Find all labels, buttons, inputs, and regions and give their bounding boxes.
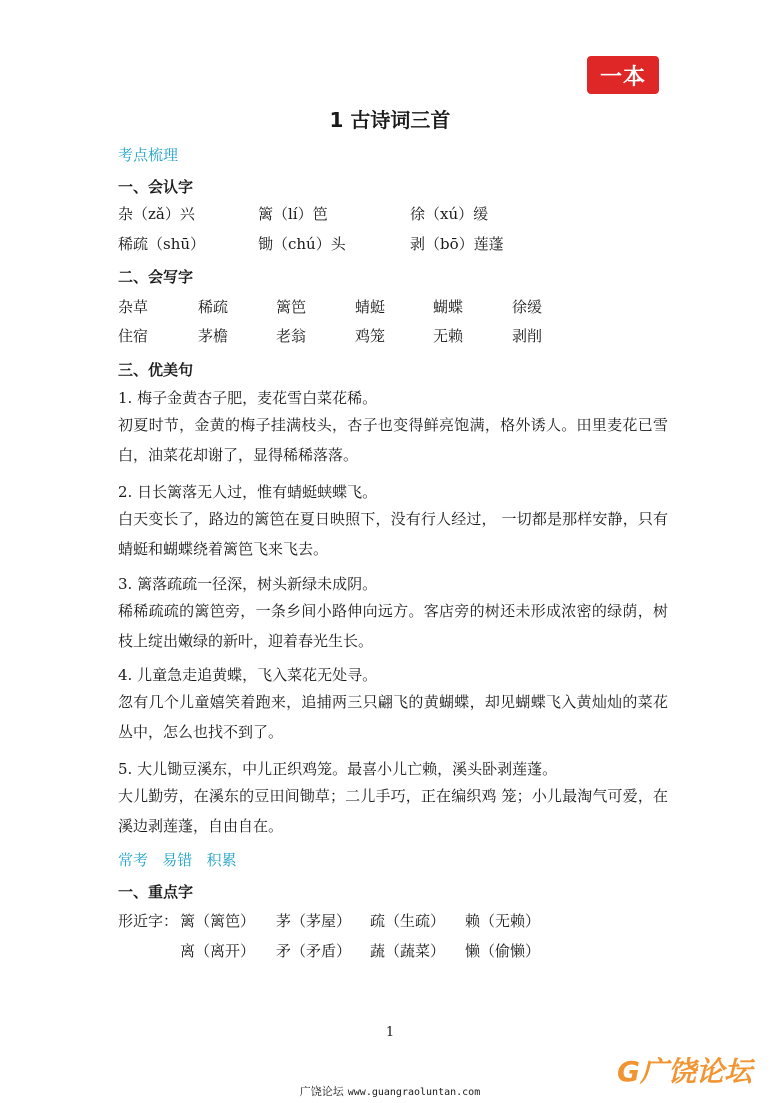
- heading-huixiezi: 二、会写字: [118, 268, 194, 286]
- word-cell: 茅檐: [198, 327, 229, 345]
- word-cell: 蜻蜓: [355, 298, 386, 316]
- watermark-logo: G广饶论坛: [617, 1055, 752, 1088]
- heading-huirenzi: 一、会认字: [118, 178, 194, 196]
- poem-line: 1. 梅子金黄杏子肥，麦花雪白菜花稀。: [118, 389, 378, 407]
- poem-line: 2. 日长篱落无人过，惟有蜻蜓蛱蝶飞。: [118, 483, 378, 501]
- word-cell: 茅（茅屋）: [276, 912, 352, 930]
- poem-explanation: 大儿勤劳，在溪东的豆田间锄草；二儿手巧，正在编织鸡 笼；小儿最淘气可爱，在溪边剥莲蓬，自由自在。: [118, 787, 668, 835]
- word-cell: 徐（xú）缓: [410, 205, 489, 223]
- heading-youmeiju: 三、优美句: [118, 361, 194, 379]
- word-cell: 稀疏（shū）: [118, 235, 206, 253]
- poem-line: 4. 儿童急走追黄蝶，飞入菜花无处寻。: [118, 666, 378, 684]
- page-title: 1 古诗词三首: [329, 108, 451, 132]
- word-cell: 杂草: [118, 298, 149, 316]
- word-cell: 无赖: [433, 327, 464, 345]
- section-kaodian: 考点梳理: [118, 146, 179, 164]
- word-cell: 赖（无赖）: [465, 912, 541, 930]
- poem-explanation: 忽有几个儿童嬉笑着跑来，追捕两三只翩飞的黄蝴蝶，却见蝴蝶飞入黄灿灿的菜花丛中，怎么也找不到了。: [118, 693, 668, 741]
- word-cell: 矛（矛盾）: [276, 942, 352, 960]
- poem-explanation: 稀稀疏疏的篱笆旁，一条乡间小路伸向远方。客店旁的树还未形成浓密的绿荫，树枝上绽出嫩绿的新叶，迎着春光生长。: [118, 602, 668, 650]
- word-cell: 鸡笼: [355, 327, 386, 345]
- footer: [0, 1083, 780, 1099]
- poem-line: 3. 篱落疏疏一径深，树头新绿未成阴。: [118, 575, 378, 593]
- word-cell: 蔬（蔬菜）: [370, 942, 446, 960]
- section-changkao: 常考 易错 积累: [118, 851, 237, 869]
- word-cell: 篱笆: [276, 298, 307, 316]
- brand-logo: 一本: [587, 56, 659, 94]
- word-cell: 离（离开）: [180, 942, 256, 960]
- word-cell: 徐缓: [512, 298, 543, 316]
- word-cell: 杂（zǎ）兴: [118, 205, 195, 223]
- poem-explanation: 白天变长了，路边的篱笆在夏日映照下，没有行人经过， 一切都是那样安静，只有蜻蜓和蝴蝶绕着篱笆飞来飞去。: [118, 510, 668, 558]
- word-cell: 蝴蝶: [433, 298, 464, 316]
- page-number: 1: [385, 1025, 395, 1040]
- word-cell: 锄（chú）头: [258, 235, 346, 253]
- word-cell: 篱（篱笆）: [180, 912, 256, 930]
- word-cell: 稀疏: [198, 298, 229, 316]
- poem-line: 5. 大儿锄豆溪东，中儿正织鸡笼。最喜小儿亡赖，溪头卧剥莲蓬。: [118, 760, 558, 778]
- xingjinzi-label: 形近字：: [118, 912, 179, 930]
- word-cell: 疏（生疏）: [370, 912, 446, 930]
- word-cell: 剥削: [512, 327, 543, 345]
- footer-url[interactable]: www.guangraoluntan.com: [347, 1087, 481, 1098]
- word-cell: 住宿: [118, 327, 149, 345]
- word-cell: 老翁: [276, 327, 307, 345]
- footer-site-name: 广饶论坛: [299, 1085, 344, 1098]
- word-cell: 篱（lí）笆: [258, 205, 328, 223]
- word-cell: 懒（偷懒）: [465, 942, 541, 960]
- word-cell: 剥（bō）莲蓬: [410, 235, 504, 253]
- poem-explanation: 初夏时节，金黄的梅子挂满枝头，杏子也变得鲜亮饱满，格外诱人。田里麦花已雪白，油菜花却谢了，显得稀稀落落。: [118, 416, 668, 464]
- heading-zhongdianzi: 一、重点字: [118, 883, 194, 901]
